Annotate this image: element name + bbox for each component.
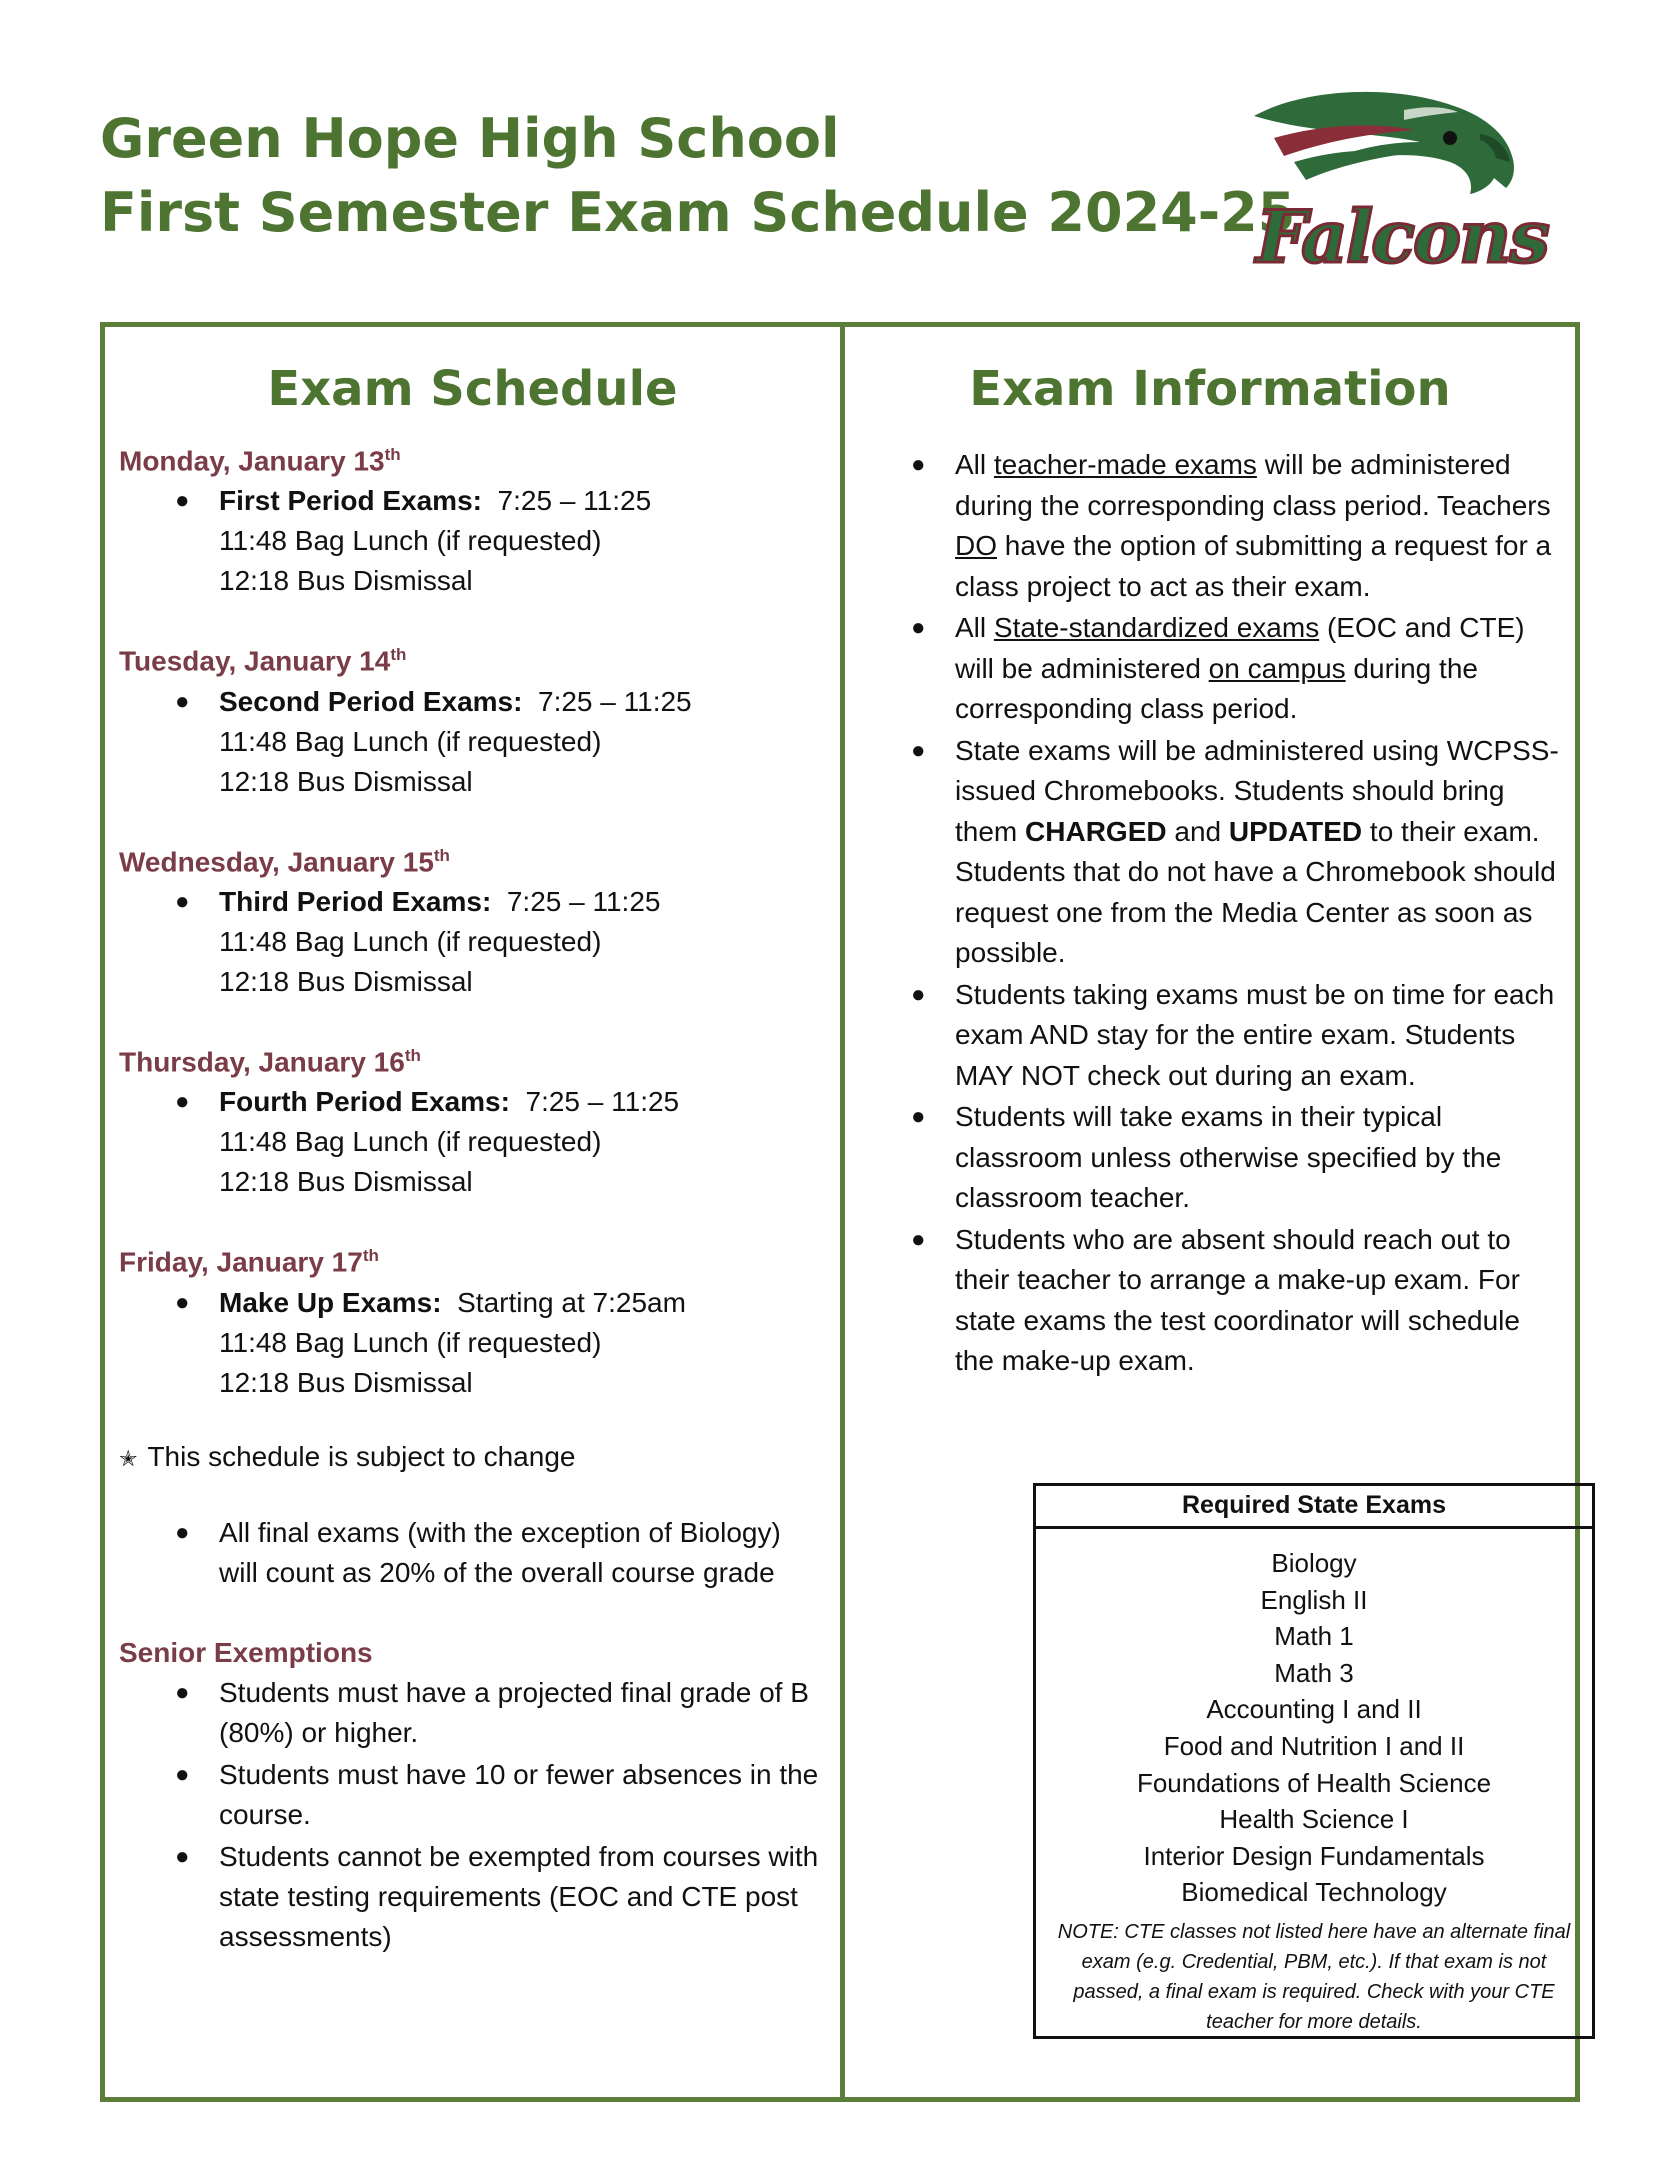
bullet-icon: ● [911, 1103, 926, 1130]
list-item: Interior Design Fundamentals [1143, 1840, 1485, 1871]
dismissal-time: 12:18 Bus Dismissal [219, 765, 473, 797]
exam-label: Third Period Exams: [219, 885, 492, 917]
list-item: Foundations of Health Science [1136, 1767, 1492, 1798]
bullet-icon: ● [911, 614, 926, 641]
bullet-icon: ● [175, 1088, 190, 1116]
bullet-icon: ● [911, 980, 926, 1008]
lunch-time: 11:48 Bag Lunch (if requested) [219, 725, 602, 757]
bullet-icon: ● [175, 1842, 190, 1870]
list-item: Accounting I and II [1206, 1694, 1422, 1725]
list-item: ● All final exams (with the exception of Biology) will count as 20% of the overall course grade [219, 1513, 840, 1593]
list-item: ● Students cannot be exempted from courses with state testing requirements (EOC and CTE post assessments) [219, 1837, 840, 1957]
bullet-icon: ● [911, 736, 926, 764]
exam-time: Starting at 7:25am [457, 1286, 686, 1318]
list-item: ● All State-standardized exams (EOC and CTE) will be administered on campus during the corresponding class period. [955, 608, 1559, 730]
exam-time: 7:25 – 11:25 [538, 685, 692, 717]
list-item: Biomedical Technology [1181, 1877, 1447, 1908]
list-item: English II [1260, 1584, 1368, 1615]
day-label: Thursday, January 16th [119, 1045, 421, 1078]
day-label: Friday, January 17th [119, 1246, 379, 1278]
exam-schedule-heading: Exam Schedule [267, 361, 678, 417]
bullet-icon: ● [911, 1225, 926, 1253]
exam-label: Make Up Exams: [219, 1286, 442, 1318]
schedule-day [105, 1046, 840, 1202]
school-name: Green Hope High School [100, 107, 840, 170]
required-exams-list [1036, 1545, 1592, 1911]
falcon-head-icon [1244, 76, 1570, 286]
exam-information-heading: Exam Information [969, 361, 1451, 417]
dismissal-time: 12:18 Bus Dismissal [219, 1166, 473, 1198]
schedule-day [105, 846, 840, 1002]
exam-time: 7:25 – 11:25 [506, 885, 661, 917]
page-title [100, 102, 1295, 250]
list-item: ● Students who are absent should reach out to their teacher to arrange a make-up exam. For state exams the test coordinator will schedule the make-up exam. [955, 1220, 1559, 1382]
day-label: Tuesday, January 14th [119, 645, 407, 677]
exam-information-column [845, 327, 1575, 2097]
star-icon: ✭ [119, 1445, 138, 1471]
exam-label: Fourth Period Exams: [219, 1086, 510, 1118]
final-exam-note [175, 1513, 840, 1593]
list-item: ● All teacher-made exams will be administered during the corresponding class period. Teachers DO have the option of submitting a request for a class project to act as their exam. [955, 445, 1559, 607]
list-item: ● Students must have a projected final grade of B (80%) or higher. [219, 1673, 840, 1753]
senior-exemptions-list [175, 1673, 840, 1957]
day-details [175, 1283, 840, 1403]
bullet-icon: ● [175, 887, 190, 915]
exam-label: Second Period Exams: [219, 685, 523, 717]
bullet-icon: ● [175, 1288, 190, 1316]
schedule-day [105, 645, 840, 801]
schedule-day [105, 1246, 840, 1402]
list-item: Health Science I [1219, 1804, 1409, 1835]
cte-note: NOTE: CTE classes not listed here have an alternate final exam (e.g. Credential, PBM, etc.). If that exam is not passed, a final exam is required. Check with your CTE teacher for more details. [1057, 1920, 1571, 2033]
list-item: Food and Nutrition I and II [1163, 1730, 1465, 1761]
senior-exemptions-heading: Senior Exemptions [119, 1636, 373, 1668]
day-label: Wednesday, January 15th [119, 845, 450, 877]
lunch-time: 11:48 Bag Lunch (if requested) [219, 925, 602, 957]
day-details [175, 882, 840, 1002]
day-details [175, 682, 840, 802]
logo-text: Falcons [1256, 194, 1548, 279]
list-item: ● Students must have 10 or fewer absences in the course. [219, 1755, 840, 1835]
list-item: Biology [1271, 1548, 1357, 1578]
list-item: Math 1 [1274, 1621, 1354, 1652]
bullet-icon: ● [175, 1760, 190, 1788]
lunch-time: 11:48 Bag Lunch (if requested) [219, 1326, 602, 1358]
bullet-icon: ● [175, 487, 190, 515]
exam-label: First Period Exams: [219, 485, 482, 517]
schedule-title: First Semester Exam Schedule 2024-25 [100, 181, 1296, 244]
dismissal-time: 12:18 Bus Dismissal [219, 965, 473, 997]
lunch-time: 11:48 Bag Lunch (if requested) [219, 525, 602, 557]
lunch-time: 11:48 Bag Lunch (if requested) [219, 1126, 602, 1158]
content-frame [100, 322, 1580, 2102]
dismissal-time: 12:18 Bus Dismissal [219, 565, 473, 597]
bullet-icon: ● [911, 451, 926, 478]
list-item: ● Students will take exams in their typical classroom unless otherwise specified by the classroom teacher. [955, 1097, 1559, 1219]
exam-time: 7:25 – 11:25 [525, 1086, 680, 1118]
exam-schedule-column [105, 327, 840, 2097]
exam-time: 7:25 – 11:25 [497, 485, 652, 517]
required-state-exams-box [1033, 1483, 1595, 2039]
bullet-icon: ● [175, 1518, 190, 1546]
schedule-change-note: ✭ This schedule is subject to change [119, 1440, 576, 1472]
day-details [175, 1082, 840, 1202]
schedule-day [105, 445, 840, 601]
list-item: Math 3 [1274, 1657, 1354, 1688]
day-label: Monday, January 13th [119, 445, 401, 477]
bullet-icon: ● [175, 1678, 190, 1706]
bullet-icon: ● [175, 687, 190, 715]
dismissal-time: 12:18 Bus Dismissal [219, 1366, 473, 1398]
list-item: ● Students taking exams must be on time for each exam AND stay for the entire exam. Students MAY NOT check out during an exam. [955, 975, 1559, 1097]
required-state-exams-heading: Required State Exams [1036, 1486, 1592, 1529]
day-details [175, 481, 840, 601]
exam-information-list [911, 445, 1559, 1382]
list-item: ● State exams will be administered using WCPSS-issued Chromebooks. Students should bring them CHARGED and UPDATED to their exam. Students that do not have a Chromebook should request one from the Media Center as soon as possible. [955, 731, 1559, 974]
